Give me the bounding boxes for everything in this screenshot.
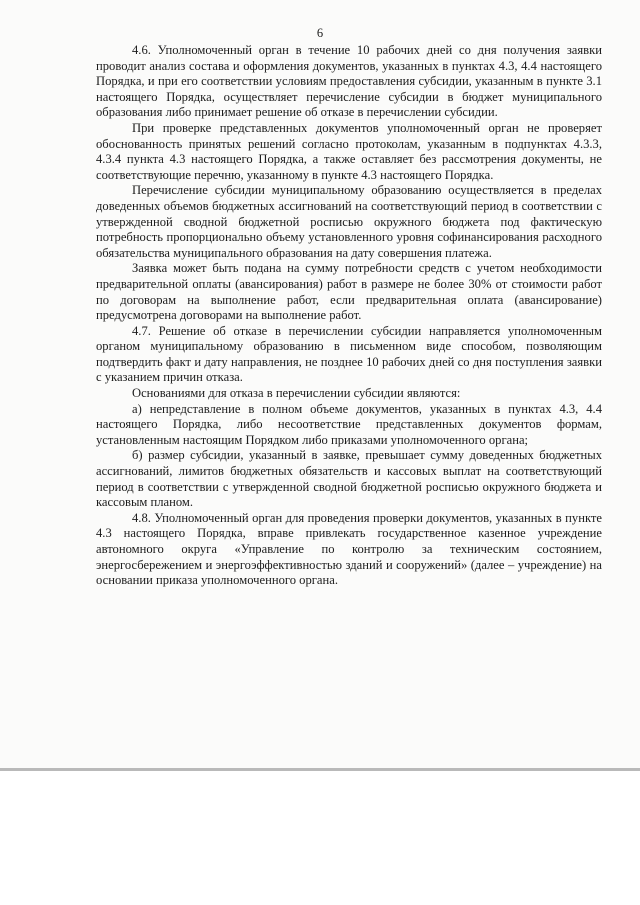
paragraph-refusal-grounds: Основаниями для отказа в перечислении субсидии являются: <box>132 386 461 401</box>
paragraph-4-8: 4.8. Уполномоченный орган для проведения проверки документов, указанных в пункте 4.3 настоящего Порядка, вправе привлекать государственное казенное учреждение автономного округа «Управление по контролю за техническим состоянием, энергосбережением и энергоэффективностью зданий и сооружений» (далее – учреждение) на основании приказа уполномоченного органа. <box>96 510 602 588</box>
blank-area <box>0 771 640 905</box>
paragraph-advance: Заявка может быть подана на сумму потребности средств с учетом необходимости предварительной оплаты (авансирования) работ в размере не более 30% от стоимости работ по договорам на выполнение работ, если предварительная оплата (авансирование) предусмотрена договорами на выполнение работ. <box>96 261 602 323</box>
page-number: 6 <box>316 26 324 40</box>
paragraph-4-6: 4.6. Уполномоченный орган в течение 10 рабочих дней со дня получения заявки проводит анализ состава и оформления документов, указанных в пунктах 4.3, 4.4 настоящего Порядка, и при его соответствии условиям предоставления субсидии, указанным в пункте 3.1 настоящего Порядка, осуществляет перечисление субсидии в бюджет муниципального образования либо принимает решение об отказе в перечислении субсидии. <box>96 43 602 120</box>
paragraph-verification: При проверке представленных документов уполномоченный орган не проверяет обоснованность принятых решений согласно протоколам, указанным в подпунктах 4.3.3, 4.3.4 пункта 4.3 настоящего Порядка, а также оставляет без рассмотрения документы, не соответствующие перечню, указанному в пункте 4.3 настоящего Порядка. <box>96 120 602 182</box>
document-body <box>96 43 602 589</box>
paragraph-ground-b: б) размер субсидии, указанный в заявке, превышает сумму доведенных бюджетных ассигнований, лимитов бюджетных обязательств и кассовых выплат на соответствующий период в соответствии с утвержденной сводной бюджетной росписью окружного бюджета и кассовым планом. <box>96 448 602 510</box>
paragraph-transfer: Перечисление субсидии муниципальному образованию осуществляется в пределах доведенных объемов бюджетных ассигнований на соответствующий период в соответствии с утвержденной сводной бюджетной росписью окружного бюджета под фактическую потребность пропорционально объему установленного уровня софинансирования расходного обязательства муниципального образования на дату совершения платежа. <box>96 183 602 260</box>
paragraph-4-7: 4.7. Решение об отказе в перечислении субсидии направляется уполномоченным органом муниципальному образованию в письменном виде способом, позволяющим подтвердить факт и дату направления, не позднее 10 рабочих дней со дня поступления заявки с указанием причин отказа. <box>96 323 602 385</box>
paragraph-ground-a: а) непредставление в полном объеме документов, указанных в пунктах 4.3, 4.4 настоящего Порядка, либо несоответствие представленных документов формам, установленным настоящим Порядком либо приказами уполномоченного органа; <box>96 401 602 447</box>
